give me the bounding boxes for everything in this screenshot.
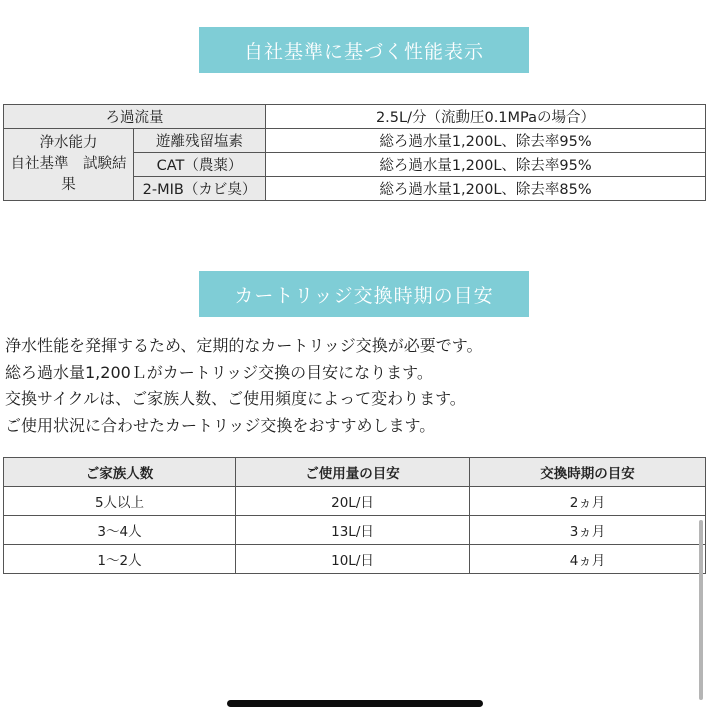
test-item-value: 総ろ過水量1,200L、除去率95% xyxy=(266,153,706,177)
replacement-interval-cell: 3ヵ月 xyxy=(470,516,706,545)
column-header-family-size: ご家族人数 xyxy=(4,458,236,487)
test-item-label: 2-MIB（カビ臭） xyxy=(134,177,266,201)
table-row xyxy=(4,487,706,516)
performance-section-header xyxy=(199,27,529,73)
home-indicator[interactable] xyxy=(227,700,483,707)
description-line: 交換サイクルは、ご家族人数、ご使用頻度によって変わります。 xyxy=(5,389,466,408)
cartridge-description xyxy=(5,333,695,439)
flow-rate-label: ろ過流量 xyxy=(4,105,266,129)
scroll-indicator[interactable] xyxy=(699,520,703,700)
family-size-cell: 1〜2人 xyxy=(4,545,236,574)
table-row xyxy=(4,516,706,545)
family-size-cell: 5人以上 xyxy=(4,487,236,516)
replacement-interval-cell: 2ヵ月 xyxy=(470,487,706,516)
description-line: 総ろ過水量1,200Ｌがカートリッジ交換の目安になります。 xyxy=(5,362,433,382)
daily-usage-cell: 10L/日 xyxy=(236,545,470,574)
description-line: ご使用状況に合わせたカートリッジ交換をおすすめします。 xyxy=(5,415,436,435)
test-item-value: 総ろ過水量1,200L、除去率85% xyxy=(266,177,706,201)
daily-usage-cell: 20L/日 xyxy=(236,487,470,516)
test-item-label: CAT（農薬） xyxy=(134,153,266,177)
test-item-label: 遊離残留塩素 xyxy=(134,129,266,153)
daily-usage-cell: 13L/日 xyxy=(236,516,470,545)
performance-section-title: 自社基準に基づく性能表示 xyxy=(243,40,484,63)
column-header-replacement-interval: 交換時期の目安 xyxy=(470,458,706,487)
purification-ability-line1: 浄水能力 xyxy=(39,135,98,151)
flow-rate-value: 2.5L/分（流動圧0.1MPaの場合） xyxy=(266,105,706,129)
purification-ability-label xyxy=(4,129,134,201)
purification-ability-line2: 自社基準 試験結果 xyxy=(10,156,127,193)
performance-table xyxy=(3,104,706,201)
cartridge-table xyxy=(3,457,706,574)
description-line: 浄水性能を発揮するため、定期的なカートリッジ交換が必要です。 xyxy=(5,336,483,355)
table-row xyxy=(4,105,706,129)
cartridge-section-header xyxy=(199,271,529,317)
table-header-row xyxy=(4,458,706,487)
table-row xyxy=(4,545,706,574)
family-size-cell: 3〜4人 xyxy=(4,516,236,545)
replacement-interval-cell: 4ヵ月 xyxy=(470,545,706,574)
cartridge-section-title: カートリッジ交換時期の目安 xyxy=(234,284,494,307)
table-row xyxy=(4,129,706,153)
test-item-value: 総ろ過水量1,200L、除去率95% xyxy=(266,129,706,153)
column-header-daily-usage: ご使用量の目安 xyxy=(236,458,470,487)
